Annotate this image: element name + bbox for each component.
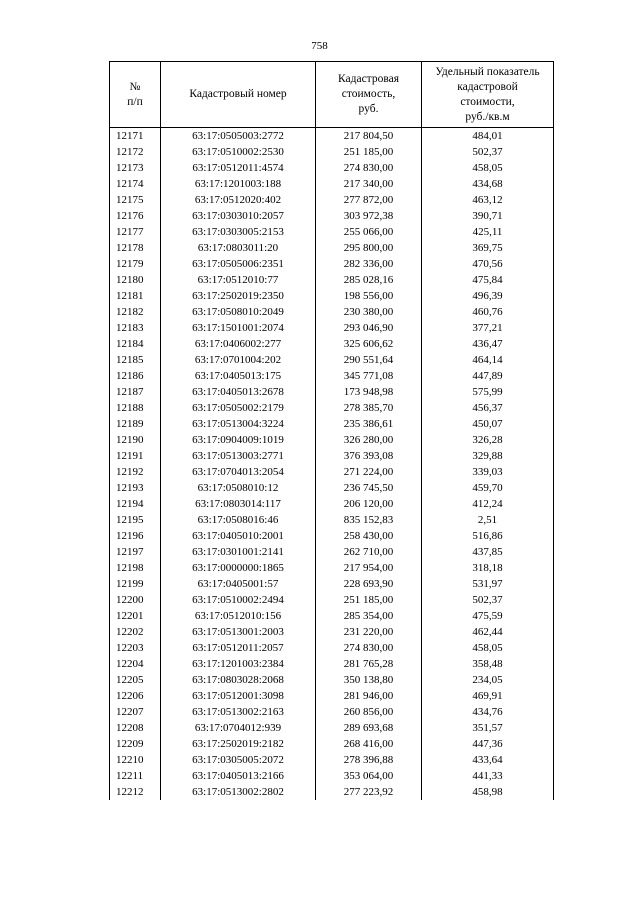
cadastral-value-cell: 281 765,28 [316, 656, 422, 672]
specific-value-cell: 436,47 [422, 336, 554, 352]
row-number-cell: 12204 [110, 656, 161, 672]
header-specific-value: Удельный показатель кадастровой стоимости, руб./кв.м [422, 62, 554, 128]
specific-value-cell: 502,37 [422, 592, 554, 608]
cadastral-number-cell: 63:17:0505002:2179 [161, 400, 316, 416]
cadastral-number-cell: 63:17:0405001:57 [161, 576, 316, 592]
cadastral-number-cell: 63:17:0405010:2001 [161, 528, 316, 544]
table-row [110, 384, 554, 400]
cadastral-value-cell: 228 693,90 [316, 576, 422, 592]
table-row [110, 464, 554, 480]
table-row [110, 128, 554, 145]
cadastral-number-cell: 63:17:0512011:4574 [161, 160, 316, 176]
row-number-cell: 12178 [110, 240, 161, 256]
row-number-cell: 12196 [110, 528, 161, 544]
cadastral-value-cell: 274 830,00 [316, 640, 422, 656]
specific-value-cell: 484,01 [422, 128, 554, 145]
cadastral-value-cell: 268 416,00 [316, 736, 422, 752]
row-number-cell: 12192 [110, 464, 161, 480]
cadastral-value-cell: 353 064,00 [316, 768, 422, 784]
cadastral-number-cell: 63:17:0513001:2003 [161, 624, 316, 640]
specific-value-cell: 469,91 [422, 688, 554, 704]
row-number-cell: 12187 [110, 384, 161, 400]
specific-value-cell: 433,64 [422, 752, 554, 768]
cadastral-value-cell: 230 380,00 [316, 304, 422, 320]
table-row [110, 272, 554, 288]
row-number-cell: 12210 [110, 752, 161, 768]
row-number-cell: 12208 [110, 720, 161, 736]
table-row [110, 576, 554, 592]
cadastral-number-cell: 63:17:2502019:2182 [161, 736, 316, 752]
row-number-cell: 12171 [110, 128, 161, 145]
cadastral-value-cell: 835 152,83 [316, 512, 422, 528]
row-number-cell: 12180 [110, 272, 161, 288]
specific-value-cell: 456,37 [422, 400, 554, 416]
cadastral-number-cell: 63:17:0513002:2802 [161, 784, 316, 800]
row-number-cell: 12212 [110, 784, 161, 800]
cadastral-number-cell: 63:17:0303005:2153 [161, 224, 316, 240]
cadastral-number-cell: 63:17:0512001:3098 [161, 688, 316, 704]
cadastral-number-cell: 63:17:0513002:2163 [161, 704, 316, 720]
specific-value-cell: 377,21 [422, 320, 554, 336]
cadastral-value-cell: 274 830,00 [316, 160, 422, 176]
cadastral-number-cell: 63:17:0405013:175 [161, 368, 316, 384]
table-row [110, 368, 554, 384]
specific-value-cell: 450,07 [422, 416, 554, 432]
cadastral-number-cell: 63:17:0303010:2057 [161, 208, 316, 224]
page-number: 758 [311, 40, 328, 52]
table-row [110, 672, 554, 688]
cadastral-number-cell: 63:17:0803011:20 [161, 240, 316, 256]
specific-value-cell: 339,03 [422, 464, 554, 480]
cadastral-number-cell: 63:17:0301001:2141 [161, 544, 316, 560]
cadastral-number-cell: 63:17:0512020:402 [161, 192, 316, 208]
table-row [110, 592, 554, 608]
cadastral-value-cell: 345 771,08 [316, 368, 422, 384]
cadastral-number-cell: 63:17:0513004:3224 [161, 416, 316, 432]
table-row [110, 352, 554, 368]
row-number-cell: 12201 [110, 608, 161, 624]
table-row [110, 656, 554, 672]
specific-value-cell: 369,75 [422, 240, 554, 256]
table-row [110, 288, 554, 304]
row-number-cell: 12200 [110, 592, 161, 608]
table-row [110, 736, 554, 752]
cadastral-value-cell: 376 393,08 [316, 448, 422, 464]
specific-value-cell: 459,70 [422, 480, 554, 496]
table-row [110, 432, 554, 448]
row-number-cell: 12203 [110, 640, 161, 656]
row-number-cell: 12198 [110, 560, 161, 576]
cadastral-number-cell: 63:17:0704012:939 [161, 720, 316, 736]
row-number-cell: 12172 [110, 144, 161, 160]
table-row [110, 176, 554, 192]
cadastral-value-cell: 278 385,70 [316, 400, 422, 416]
header-cadastral-number: Кадастровый номер [161, 62, 316, 128]
table-row [110, 208, 554, 224]
cadastral-number-cell: 63:17:0000000:1865 [161, 560, 316, 576]
cadastral-number-cell: 63:17:0508010:2049 [161, 304, 316, 320]
specific-value-cell: 412,24 [422, 496, 554, 512]
table-row [110, 336, 554, 352]
row-number-cell: 12193 [110, 480, 161, 496]
cadastral-number-cell: 63:17:0803014:117 [161, 496, 316, 512]
row-number-cell: 12173 [110, 160, 161, 176]
row-number-cell: 12206 [110, 688, 161, 704]
specific-value-cell: 462,44 [422, 624, 554, 640]
cadastral-value-cell: 285 028,16 [316, 272, 422, 288]
specific-value-cell: 460,76 [422, 304, 554, 320]
row-number-cell: 12191 [110, 448, 161, 464]
cadastral-number-cell: 63:17:0510002:2530 [161, 144, 316, 160]
cadastral-value-cell: 262 710,00 [316, 544, 422, 560]
specific-value-cell: 516,86 [422, 528, 554, 544]
cadastral-value-cell: 326 280,00 [316, 432, 422, 448]
cadastral-value-cell: 260 856,00 [316, 704, 422, 720]
table-row [110, 608, 554, 624]
cadastral-value-cell: 236 745,50 [316, 480, 422, 496]
table-row [110, 544, 554, 560]
specific-value-cell: 496,39 [422, 288, 554, 304]
specific-value-cell: 434,76 [422, 704, 554, 720]
cadastral-value-cell: 325 606,62 [316, 336, 422, 352]
cadastral-number-cell: 63:17:0512010:77 [161, 272, 316, 288]
table-row [110, 144, 554, 160]
table-row [110, 640, 554, 656]
cadastral-value-cell: 293 046,90 [316, 320, 422, 336]
specific-value-cell: 447,89 [422, 368, 554, 384]
row-number-cell: 12174 [110, 176, 161, 192]
table-row [110, 720, 554, 736]
header-cadastral-value: Кадастровая стоимость, руб. [316, 62, 422, 128]
row-number-cell: 12207 [110, 704, 161, 720]
row-number-cell: 12188 [110, 400, 161, 416]
specific-value-cell: 575,99 [422, 384, 554, 400]
cadastral-number-cell: 63:17:2502019:2350 [161, 288, 316, 304]
specific-value-cell: 458,98 [422, 784, 554, 800]
row-number-cell: 12189 [110, 416, 161, 432]
table-header [110, 62, 554, 128]
specific-value-cell: 458,05 [422, 640, 554, 656]
specific-value-cell: 531,97 [422, 576, 554, 592]
row-number-cell: 12175 [110, 192, 161, 208]
cadastral-number-cell: 63:17:0512011:2057 [161, 640, 316, 656]
cadastral-value-cell: 303 972,38 [316, 208, 422, 224]
specific-value-cell: 425,11 [422, 224, 554, 240]
table-row [110, 192, 554, 208]
table-row [110, 496, 554, 512]
row-number-cell: 12185 [110, 352, 161, 368]
cadastral-value-cell: 231 220,00 [316, 624, 422, 640]
row-number-cell: 12184 [110, 336, 161, 352]
specific-value-cell: 458,05 [422, 160, 554, 176]
cadastral-value-cell: 282 336,00 [316, 256, 422, 272]
specific-value-cell: 470,56 [422, 256, 554, 272]
cadastral-number-cell: 63:17:0508010:12 [161, 480, 316, 496]
table-row [110, 512, 554, 528]
row-number-cell: 12177 [110, 224, 161, 240]
table-row [110, 400, 554, 416]
cadastral-value-cell: 289 693,68 [316, 720, 422, 736]
cadastral-number-cell: 63:17:0406002:277 [161, 336, 316, 352]
specific-value-cell: 437,85 [422, 544, 554, 560]
table-row [110, 768, 554, 784]
cadastral-value-cell: 217 804,50 [316, 128, 422, 145]
table-row [110, 448, 554, 464]
specific-value-cell: 329,88 [422, 448, 554, 464]
specific-value-cell: 318,18 [422, 560, 554, 576]
cadastral-number-cell: 63:17:0701004:202 [161, 352, 316, 368]
row-number-cell: 12186 [110, 368, 161, 384]
cadastral-number-cell: 63:17:1201003:2384 [161, 656, 316, 672]
table-row [110, 480, 554, 496]
table-row [110, 304, 554, 320]
specific-value-cell: 447,36 [422, 736, 554, 752]
row-number-cell: 12195 [110, 512, 161, 528]
cadastral-value-cell: 295 800,00 [316, 240, 422, 256]
cadastral-number-cell: 63:17:0505006:2351 [161, 256, 316, 272]
specific-value-cell: 475,59 [422, 608, 554, 624]
cadastral-number-cell: 63:17:0510002:2494 [161, 592, 316, 608]
specific-value-cell: 358,48 [422, 656, 554, 672]
row-number-cell: 12199 [110, 576, 161, 592]
header-row [110, 62, 554, 128]
table-row [110, 624, 554, 640]
cadastral-value-cell: 206 120,00 [316, 496, 422, 512]
specific-value-cell: 434,68 [422, 176, 554, 192]
row-number-cell: 12211 [110, 768, 161, 784]
specific-value-cell: 475,84 [422, 272, 554, 288]
row-number-cell: 12205 [110, 672, 161, 688]
specific-value-cell: 464,14 [422, 352, 554, 368]
table-row [110, 224, 554, 240]
specific-value-cell: 234,05 [422, 672, 554, 688]
cadastral-value-cell: 255 066,00 [316, 224, 422, 240]
cadastral-number-cell: 63:17:0405013:2166 [161, 768, 316, 784]
cadastral-value-cell: 278 396,88 [316, 752, 422, 768]
table-row [110, 528, 554, 544]
row-number-cell: 12182 [110, 304, 161, 320]
cadastral-number-cell: 63:17:0513003:2771 [161, 448, 316, 464]
cadastral-value-cell: 277 872,00 [316, 192, 422, 208]
cadastral-value-cell: 258 430,00 [316, 528, 422, 544]
cadastral-value-cell: 281 946,00 [316, 688, 422, 704]
cadastral-value-cell: 198 556,00 [316, 288, 422, 304]
cadastral-value-cell: 251 185,00 [316, 144, 422, 160]
cadastral-number-cell: 63:17:0803028:2068 [161, 672, 316, 688]
cadastral-value-cell: 290 551,64 [316, 352, 422, 368]
table-row [110, 704, 554, 720]
row-number-cell: 12209 [110, 736, 161, 752]
row-number-cell: 12202 [110, 624, 161, 640]
cadastral-value-table [109, 61, 554, 800]
cadastral-number-cell: 63:17:0904009:1019 [161, 432, 316, 448]
specific-value-cell: 351,57 [422, 720, 554, 736]
cadastral-value-cell: 271 224,00 [316, 464, 422, 480]
cadastral-number-cell: 63:17:1501001:2074 [161, 320, 316, 336]
table-row [110, 416, 554, 432]
specific-value-cell: 2,51 [422, 512, 554, 528]
table-row [110, 160, 554, 176]
table-row [110, 560, 554, 576]
row-number-cell: 12179 [110, 256, 161, 272]
table-row [110, 784, 554, 800]
cadastral-number-cell: 63:17:1201003:188 [161, 176, 316, 192]
cadastral-value-cell: 217 340,00 [316, 176, 422, 192]
cadastral-value-cell: 350 138,80 [316, 672, 422, 688]
specific-value-cell: 463,12 [422, 192, 554, 208]
cadastral-number-cell: 63:17:0512010:156 [161, 608, 316, 624]
header-row-number: № п/п [110, 62, 161, 128]
row-number-cell: 12194 [110, 496, 161, 512]
cadastral-number-cell: 63:17:0508016:46 [161, 512, 316, 528]
row-number-cell: 12181 [110, 288, 161, 304]
table-row [110, 320, 554, 336]
cadastral-number-cell: 63:17:0505003:2772 [161, 128, 316, 145]
specific-value-cell: 502,37 [422, 144, 554, 160]
table-body [110, 128, 554, 801]
cadastral-value-cell: 251 185,00 [316, 592, 422, 608]
table-row [110, 240, 554, 256]
cadastral-value-cell: 173 948,98 [316, 384, 422, 400]
cadastral-value-cell: 285 354,00 [316, 608, 422, 624]
cadastral-value-cell: 277 223,92 [316, 784, 422, 800]
row-number-cell: 12176 [110, 208, 161, 224]
row-number-cell: 12183 [110, 320, 161, 336]
table-row [110, 688, 554, 704]
table-row [110, 256, 554, 272]
cadastral-value-cell: 217 954,00 [316, 560, 422, 576]
cadastral-number-cell: 63:17:0305005:2072 [161, 752, 316, 768]
cadastral-value-cell: 235 386,61 [316, 416, 422, 432]
specific-value-cell: 441,33 [422, 768, 554, 784]
table-row [110, 752, 554, 768]
cadastral-number-cell: 63:17:0405013:2678 [161, 384, 316, 400]
row-number-cell: 12190 [110, 432, 161, 448]
row-number-cell: 12197 [110, 544, 161, 560]
cadastral-number-cell: 63:17:0704013:2054 [161, 464, 316, 480]
specific-value-cell: 326,28 [422, 432, 554, 448]
specific-value-cell: 390,71 [422, 208, 554, 224]
